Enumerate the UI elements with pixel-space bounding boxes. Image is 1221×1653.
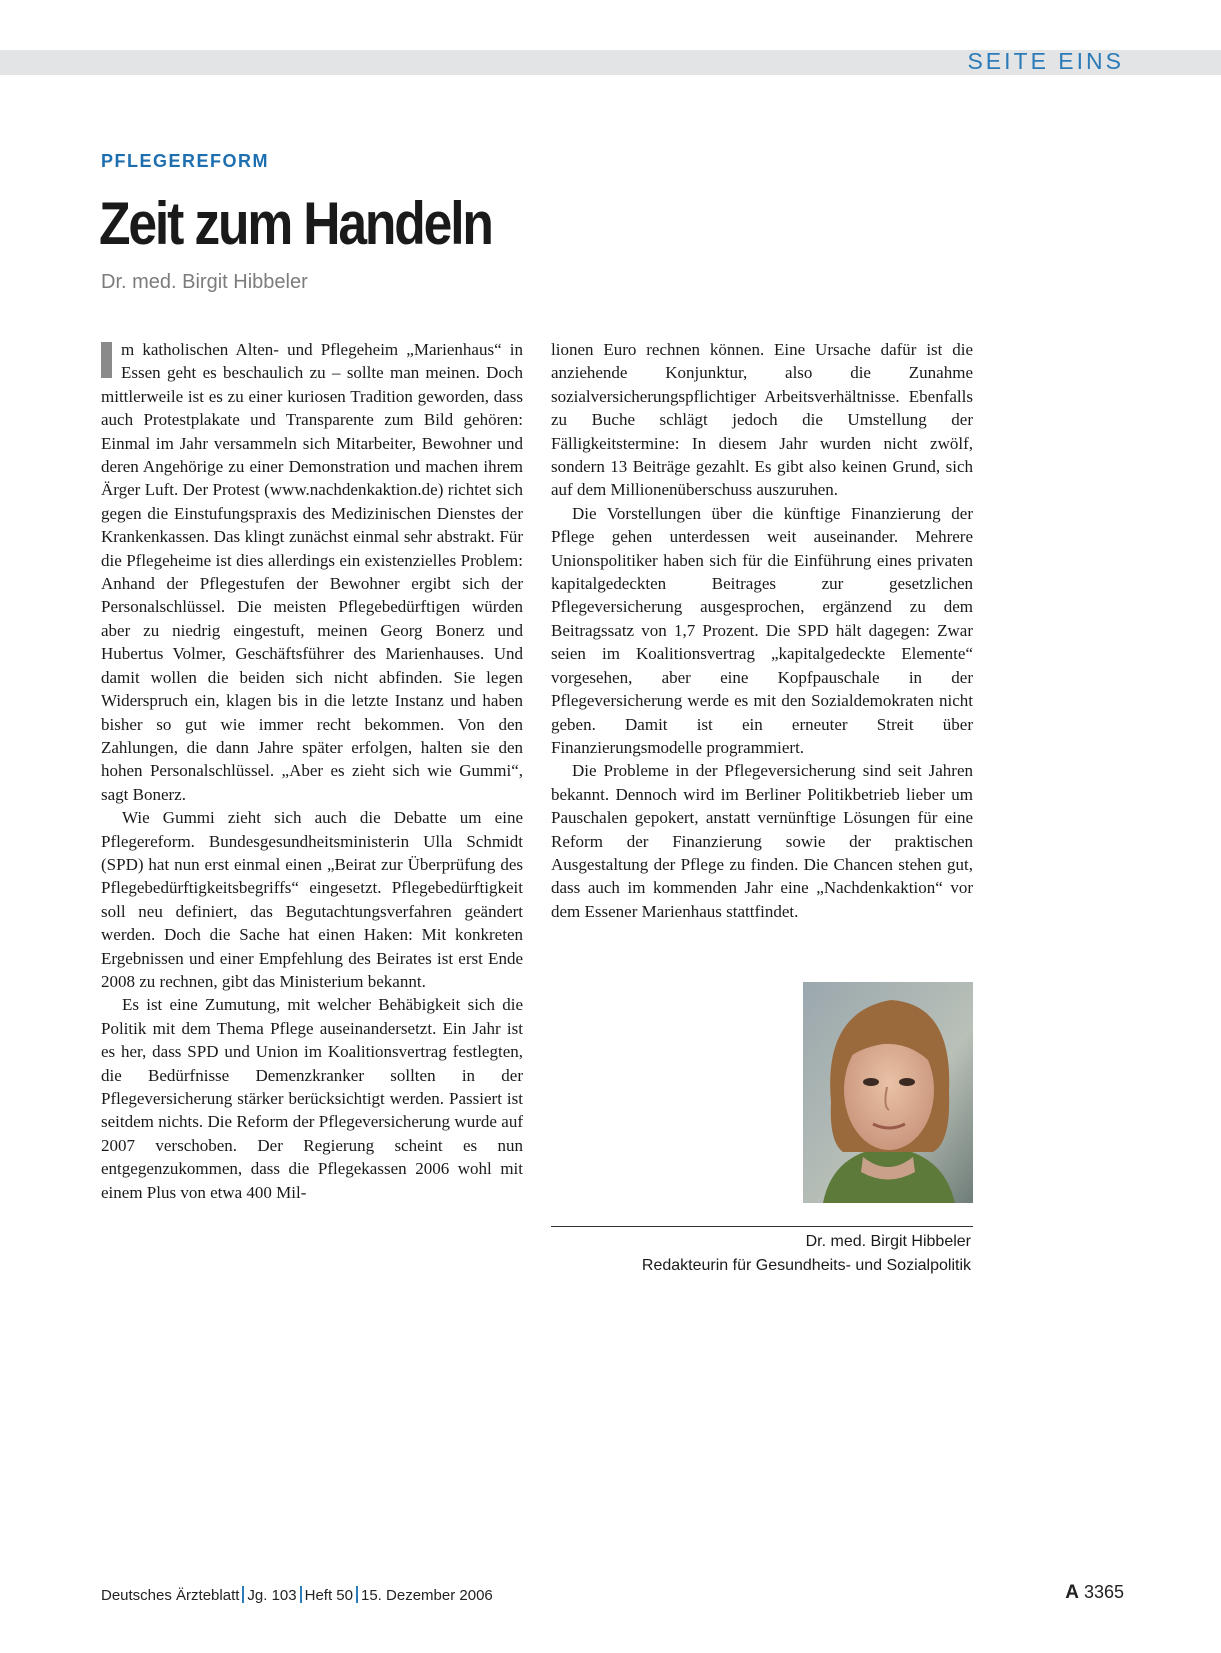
page-number-value: 3365 [1083, 1582, 1124, 1602]
journal-issue: Heft 50 [304, 1587, 353, 1604]
left-column [101, 338, 523, 1204]
paragraph: lionen Euro rechnen können. Eine Ursache dafür ist die anziehende Konjunktur, also die Zunahme sozialversicherungspflichtiger Arbeitsverhältnisse. Ebenfalls zu Buche schlägt jedoch die Umstellung der Fälligkeitstermine: In diesem Jahr wurden nicht zwölf, sondern 13 Beiträge gezahlt. Es gibt also keinen Grund, sich auf dem Millionenüberschuss auszuruhen. [551, 340, 973, 500]
footer-citation [101, 1586, 493, 1604]
drop-cap-marker [101, 342, 112, 378]
paragraph: Die Probleme in der Pflegeversicherung sind seit Jahren bekannt. Dennoch wird im Berliner Politikbetrieb lieber um Pauschalen gepokert, anstatt vernünftige Lösungen für eine Reform der Finanzierung sowie der praktischen Ausgestaltung der Pflege zu finden. Die Chancen stehen gut, dass auch im kommenden Jahr eine „Nachdenkaktion“ vor dem Essener Marienhaus stattfindet. [551, 761, 973, 921]
portrait-caption [551, 1230, 971, 1278]
paragraph: Es ist eine Zumutung, mit welcher Behäbigkeit sich die Politik mit dem Thema Pflege auseinandersetzt. Ein Jahr ist es her, dass SPD und Union im Koalitionsvertrag festlegten, die Bedürfnisse Demenzkranker sollten in der Pflegeversicherung stärker berücksichtigt werden. Passiert ist seitdem nichts. Die Reform der Pflegeversicherung wurde auf 2007 verschoben. Der Regierung scheint es nun entgegenzukommen, dass die Pflegekassen 2006 wohl mit einem Plus von etwa 400 Mil- [101, 995, 523, 1202]
separator [242, 1586, 244, 1603]
separator [300, 1586, 302, 1603]
author-portrait [803, 982, 973, 1203]
paragraph: Die Vorstellungen über die künftige Finanzierung der Pflege gehen unterdessen weit auseinander. Mehrere Unionspolitiker haben sich für die Einführung eines privaten kapitalgedeckten Beitrages zur gesetzlichen Pflegeversicherung ausgesprochen, ergänzend zu dem Beitragssatz von 1,7 Prozent. Die SPD hält dagegen: Zwar seien im Koalitionsvertrag „kapitalgedeckte Elemente“ vorgesehen, aber eine Kopfpauschale in der Pflegeversicherung werde es mit den Sozialdemokraten nicht geben. Damit ist ein erneuter Streit über Finanzierungsmodelle programmiert. [551, 503, 973, 757]
section-label: SEITE EINS [967, 48, 1124, 74]
caption-rule [551, 1226, 973, 1227]
journal-volume: Jg. 103 [247, 1587, 297, 1604]
caption-role: Redakteurin für Gesundheits- und Sozialpolitik [641, 1257, 971, 1274]
paragraph-text: m katholischen Alten- und Pflegeheim „Marienhaus“ in Essen geht es beschaulich zu – sollte man meinen. Doch mittlerweile ist es zu einer kuriosen Tradition geworden, dass auch Protestplakate und Transparente zum Bild gehören: Einmal im Jahr versammeln sich Mitarbeiter, Bewohner und deren Angehörige zu einer Demonstration und machen ihrem Ärger Luft. Der Protest (www.nachdenkaktion.de) richtet sich gegen die Einstufungspraxis des Medizinischen Dienstes der Krankenkassen. Das klingt zunächst einmal sehr abstrakt. Für die Pflegeheime ist dies allerdings ein existenzielles Problem: Anhand der Pflegestufen der Bewohner ergibt sich der Personalschlüssel. Die meisten Pflegebedürftigen würden aber zu niedrig eingestuft, meinen Georg Bonerz und Hubertus Volmer, Geschäftsführer des Marienhauses. Und damit wollen die beiden sich nicht abfinden. Sie legen Widerspruch ein, klagen bis in die letzte Instanz und haben bisher so gut wie immer recht bekommen. Von den Zahlungen, die dann Jahre später erfolgen, halten sie den hohen Personalschlüssel. „Aber es zieht sich wie Gummi“, sagt Bonerz. [101, 340, 523, 804]
article-author: Dr. med. Birgit Hibbeler [101, 271, 308, 293]
right-column [551, 338, 973, 923]
issue-date: 15. Dezember 2006 [361, 1587, 493, 1604]
article-title: Zeit zum Handeln [99, 190, 492, 257]
paragraph [101, 338, 523, 806]
page-prefix: A [1065, 1582, 1079, 1603]
journal-name: Deutsches Ärzteblatt [101, 1587, 240, 1604]
separator [356, 1586, 358, 1603]
page-number [1065, 1582, 1124, 1604]
caption-name: Dr. med. Birgit Hibbeler [805, 1233, 971, 1250]
paragraph: Wie Gummi zieht sich auch die Debatte um eine Pflegereform. Bundesgesundheitsministerin Ulla Schmidt (SPD) hat nun erst einmal einen „Beirat zur Überprüfung des Pflegebedürftigkeitsbegriffs“ eingesetzt. Pflegebedürftigkeit soll neu definiert, das Begutachtungsverfahren geändert werden. Doch die Sache hat einen Haken: Mit konkreten Ergebnissen und einer Empfehlung des Beirates ist erst Ende 2008 zu rechnen, gibt das Ministerium bekannt. [101, 808, 523, 991]
article-kicker: PFLEGEREFORM [101, 151, 270, 171]
